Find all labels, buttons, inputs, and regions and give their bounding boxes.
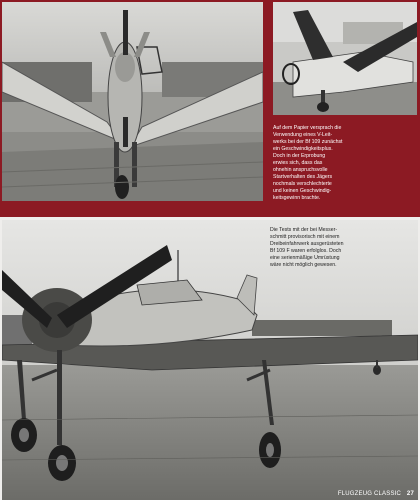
photo-vtail-closeup [273,2,417,115]
caption-line: erwies sich, dass das [273,160,323,166]
photo-bf109-vtail-front [2,2,263,201]
caption-line: schmitt provisorisch mit einem [270,234,340,240]
caption-line: Startverhalten des Jägers [273,174,333,180]
caption-line: Doch in der Erprobung [273,153,326,159]
photo-bf109-vtail-front-image [2,2,263,201]
caption-line: ein Geschwindigkeitsplus. [273,146,333,152]
caption-line: wäre nicht möglich gewesen. [270,262,337,268]
caption-tricycle-gear [270,227,410,269]
page-footer [338,491,414,497]
caption-line: werks bei der Bf 109 zunächst [273,139,343,145]
caption-line: ohnehin anspruchsvolle [273,167,328,173]
caption-line: Bf 109 F waren erfolglos. Doch [270,248,342,254]
caption-line: nochmals verschlechterte [273,181,332,187]
caption-line: Auf dem Papier versprach die [273,125,342,131]
photo-vtail-closeup-image [273,2,417,115]
caption-line: Die Tests mit der bei Messer- [270,227,338,233]
footer-magazine-name: FLUGZEUG CLASSIC [337,491,402,497]
caption-line: keitsgewinn brachte. [273,195,321,201]
caption-vtail [273,125,409,202]
caption-line: Verwendung eines V-Leit- [273,132,333,138]
page-number: 27 [406,491,414,497]
caption-line: eine serienmäßige Umrüstung [270,255,340,261]
caption-line: Dreibeinfahrwerk ausgerüsteten [270,241,344,247]
caption-line: und keinen Geschwindig- [273,188,332,194]
